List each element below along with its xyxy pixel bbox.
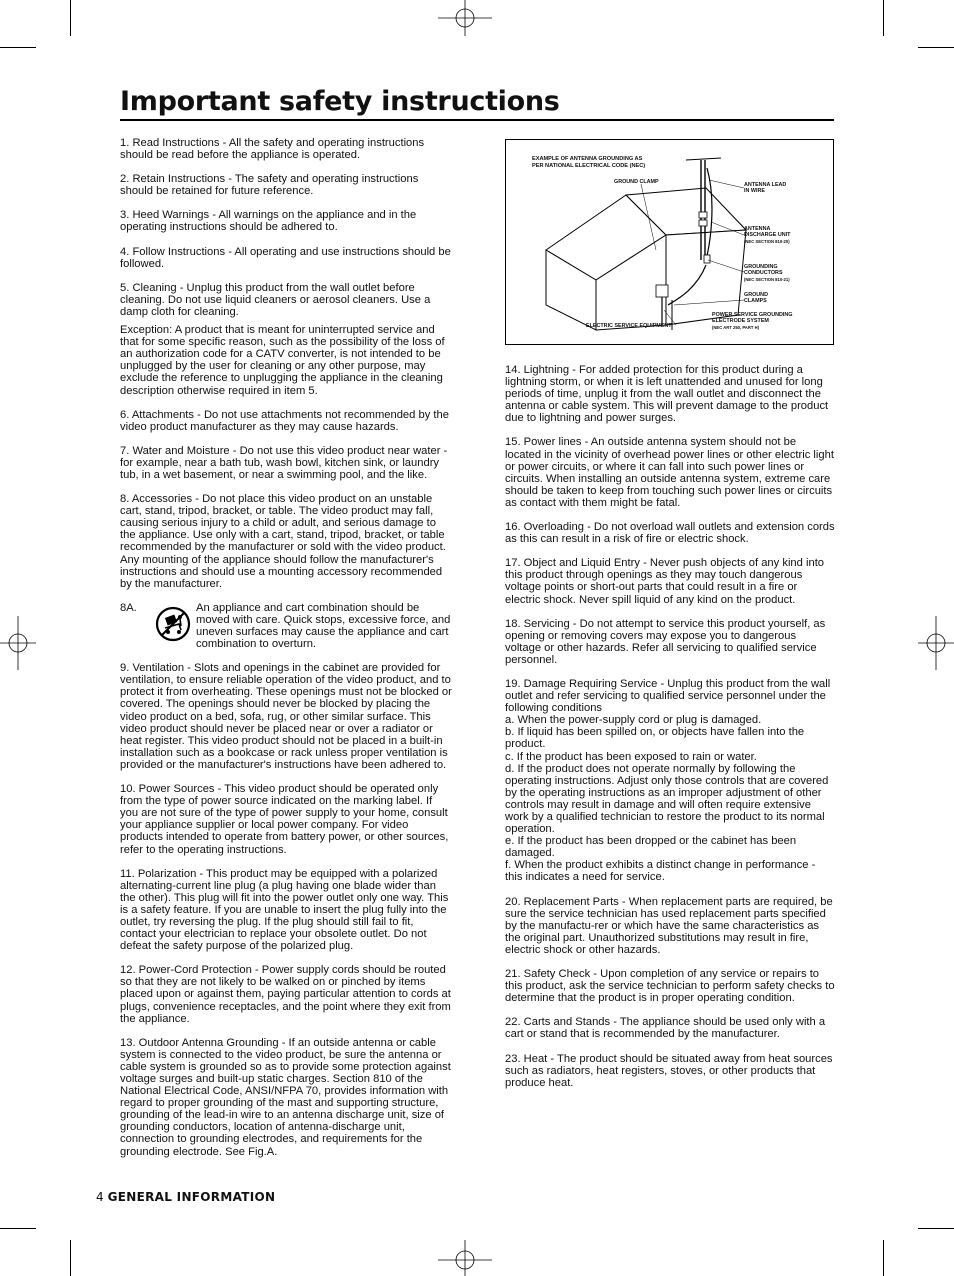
instruction-8: 8. Accessories - Do not place this video product on an unstable cart, stand, tripod, bracket, or table. The video product may fall, causing serious injury to a child or adult, and serious damage to the appliance. Use only with a cart, stand, tripod, bracket, or table recommended by the manufacturer or sold with the video product. Any mounting of the appliance should follow the manufacturer's instructions and should use a mounting accessory recommended by the manufacturer. <box>120 493 446 590</box>
registration-mark-top <box>432 0 498 36</box>
instruction-2: 2. Retain Instructions - The safety and operating instructions should be retained for future reference. <box>120 173 419 198</box>
instruction-12: 12. Power-Cord Protection - Power supply cords should be routed so that they are not likely to be walked on or pinched by items placed upon or against them, paying particular attention to cords at plugs, convenience receptacles, and the point where they exit from the appliance. <box>120 964 451 1025</box>
label-discharge-3: (NEC SECTION 810-20) <box>744 239 790 244</box>
label-clamps-1: GROUND <box>744 292 768 298</box>
instruction-11: 11. Polarization - This product may be equipped with a polarized alternating-current line plug (a plug having one blade wider than the other). This plug will fit into the power outlet only one way. This is a safety feature. If you are unable to insert the plug fully into the outlet, try reversing the plug. If the plug should still fail to fit, contact your electrician to replace your obsolete outlet. Do not defeat the safety purpose of the polarized plug. <box>120 867 449 953</box>
instruction-19-c: c. If the product has been exposed to rain or water. <box>505 750 757 763</box>
page-number: 4 <box>96 1190 104 1204</box>
label-electric-service: ELECTRIC SERVICE EQUIPMENT <box>586 323 672 329</box>
instruction-14: 14. Lightning - For added protection for this product during a lightning storm, or when it is left unattended and unused for long periods of time, unplug it from the wall outlet and disconnect the antenna or cable system. This will prevent damage to the product due to lightning and power surges. <box>505 364 829 425</box>
instruction-19 <box>505 678 835 884</box>
registration-mark-right <box>918 610 954 676</box>
right-column <box>505 364 835 1101</box>
instruction-9: 9. Ventilation - Slots and openings in the cabinet are provided for ventilation, to ensure reliable operation of the video product, and to protect it from overheating. These openings must not be blocked or covered. The openings should never be blocked by placing the video product on a bed, sofa, rug, or other similar surface. This video product should never be placed near or over a radiator or heat register. This video product should not be placed in a built-in installation such as a bookcase or rack unless proper ventilation is provided or the manufacturer's instructions have been adhered to. <box>120 662 452 771</box>
instruction-19-e: e. If the product has been dropped or the cabinet has been damaged. <box>505 835 797 860</box>
label-grounding-3: (NEC SECTION 810-21) <box>744 277 790 282</box>
title-rule <box>120 119 834 121</box>
instruction-18: 18. Servicing - Do not attempt to service this product yourself, as opening or removing covers may expose you to dangerous voltage or other hazards. Refer all servicing to qualified service personnel. <box>505 617 826 666</box>
registration-mark-bottom <box>432 1240 498 1276</box>
figure-title-1: EXAMPLE OF ANTENNA GROUNDING AS <box>532 156 643 162</box>
label-power-service-2: ELECTRODE SYSTEM <box>712 318 769 324</box>
instruction-19-intro: 19. Damage Requiring Service - Unplug this product from the wall outlet and refer servicing to qualified service personnel under the following conditions <box>505 677 831 715</box>
instruction-7: 7. Water and Moisture - Do not use this video product near water - for example, near a bath tub, wash bowl, kitchen sink, or laundry tub, in a wet basement, or near a swimming pool, and the like. <box>120 444 448 481</box>
label-grounding-2: CONDUCTORS <box>744 270 783 276</box>
label-discharge-2: DISCHARGE UNIT <box>744 232 791 238</box>
instruction-16: 16. Overloading - Do not overload wall outlets and extension cords as this can result in a risk of fire or electric shock. <box>505 521 835 546</box>
instruction-19-a: a. When the power-supply cord or plug is damaged. <box>505 714 762 727</box>
instruction-5: 5. Cleaning - Unplug this product from the wall outlet before cleaning. Do not use liquid cleaners or aerosol cleaners. Use a damp cloth for cleaning. <box>120 281 431 318</box>
instruction-13: 13. Outdoor Antenna Grounding - If an outside antenna or cable system is connected to the video product, be sure the antenna or cable system is grounded so as to provide some protection against voltage surges and built-up static charges. Section 810 of the National Electrical Code, ANSI/NFPA 70, provides information with regard to proper grounding of the mast and supporting structure, grounding of the lead-in wire to an antenna discharge unit, size of grounding conductors, location of antenna-discharge unit, connection to grounding electrodes, and requirements for the grounding electrode. See Fig.A. <box>120 1036 451 1158</box>
label-antenna-lead-2: IN WIRE <box>744 188 765 194</box>
page-title: Important safety instructions <box>120 86 560 117</box>
label-discharge-1: ANTENNA <box>744 226 771 232</box>
page-footer <box>96 1190 275 1204</box>
instruction-21: 21. Safety Check - Upon completion of any service or repairs to this product, ask the service technician to perform safety checks to determine that the product is in proper operating condition. <box>505 968 835 1005</box>
cart-warning-icon <box>150 602 196 650</box>
instruction-1: 1. Read Instructions - All the safety and operating instructions should be read before the appliance is operated. <box>120 137 425 162</box>
label-power-service-1: POWER SERVICE GROUNDING <box>712 312 793 318</box>
label-antenna-lead-1: ANTENNA LEAD <box>744 182 787 188</box>
section-name: GENERAL INFORMATION <box>107 1190 276 1204</box>
label-ground-clamp: GROUND CLAMP <box>614 179 659 185</box>
instruction-19-f: f. When the product exhibits a distinct change in performance - this indicates a need for service. <box>505 859 816 884</box>
label-power-service-3: (NEC ART 250, PART H) <box>712 325 759 330</box>
instruction-22: 22. Carts and Stands - The appliance should be used only with a cart or stand that is recommended by the manufacturer. <box>505 1016 826 1041</box>
instruction-6: 6. Attachments - Do not use attachments not recommended by the video product manufacturer as they may cause hazards. <box>120 408 449 433</box>
instruction-5-exception: Exception: A product that is meant for uninterrupted service and that for some specific reason, such as the possibility of the loss of an authorization code for a CATV converter, is not intended to be unplugged by the user for cleaning or any other purpose, may exclude the reference to unplugging the appliance in the cleaning description otherwise required in item 5. <box>120 324 445 397</box>
instruction-23: 23. Heat - The product should be situated away from heat sources such as radiators, heat registers, stoves, or other products that produce heat. <box>505 1052 833 1089</box>
left-column <box>120 137 452 1170</box>
instruction-17: 17. Object and Liquid Entry - Never push objects of any kind into this product through openings as they may touch dangerous voltage points or short-out parts that could result in a fire or electric shock. Never spill liquid of any kind on the product. <box>505 557 825 606</box>
instruction-8a <box>120 602 452 650</box>
label-grounding-1: GROUNDING <box>744 264 778 270</box>
instruction-4: 4. Follow Instructions - All operating and use instructions should be followed. <box>120 245 451 270</box>
instruction-15: 15. Power lines - An outside antenna system should not be located in the vicinity of overhead power lines or other electric light or power circuits, or where it can fall into such power lines or circuits. When installing an outside antenna system, extreme care should be taken to keep from touching such power lines or circuits as contact with them might be fatal. <box>505 436 834 509</box>
instruction-8a-label: 8A. <box>120 601 137 614</box>
antenna-grounding-figure <box>505 139 834 345</box>
instruction-20: 20. Replacement Parts - When replacement parts are required, be sure the service technician has used replacement parts specified by the manufactu-rer or which have the same characteristics as the original part. Unauthorized substitutions may result in fire, electric shock or other hazards. <box>505 895 833 956</box>
label-clamps-2: CLAMPS <box>744 298 767 304</box>
instruction-10: 10. Power Sources - This video product should be operated only from the type of power source indicated on the marking label. If you are not sure of the type of power supply to your home, consult your appliance supplier or local power company. For video products intended to operate from battery power, or other sources, refer to the operating instructions. <box>120 783 449 856</box>
registration-mark-left <box>0 610 36 676</box>
figure-title-2: PER NATIONAL ELECTRICAL CODE (NEC) <box>532 163 646 169</box>
instruction-3: 3. Heed Warnings - All warnings on the appliance and in the operating instructions should be adhered to. <box>120 209 417 234</box>
instruction-19-d: d. If the product does not operate normally by following the operating instructions. Adjust only those controls that are covered by the operating instructions as an improper adjustment of other controls may result in damage and will often require extensive work by a qualified technician to restore the product to its normal operation. <box>505 762 829 836</box>
instruction-19-b: b. If liquid has been spilled on, or objects have fallen into the product. <box>505 726 805 751</box>
instruction-8a-text: An appliance and cart combination should be moved with care. Quick stops, excessive force, and uneven surfaces may cause the appliance and cart combination to overturn. <box>196 601 451 651</box>
